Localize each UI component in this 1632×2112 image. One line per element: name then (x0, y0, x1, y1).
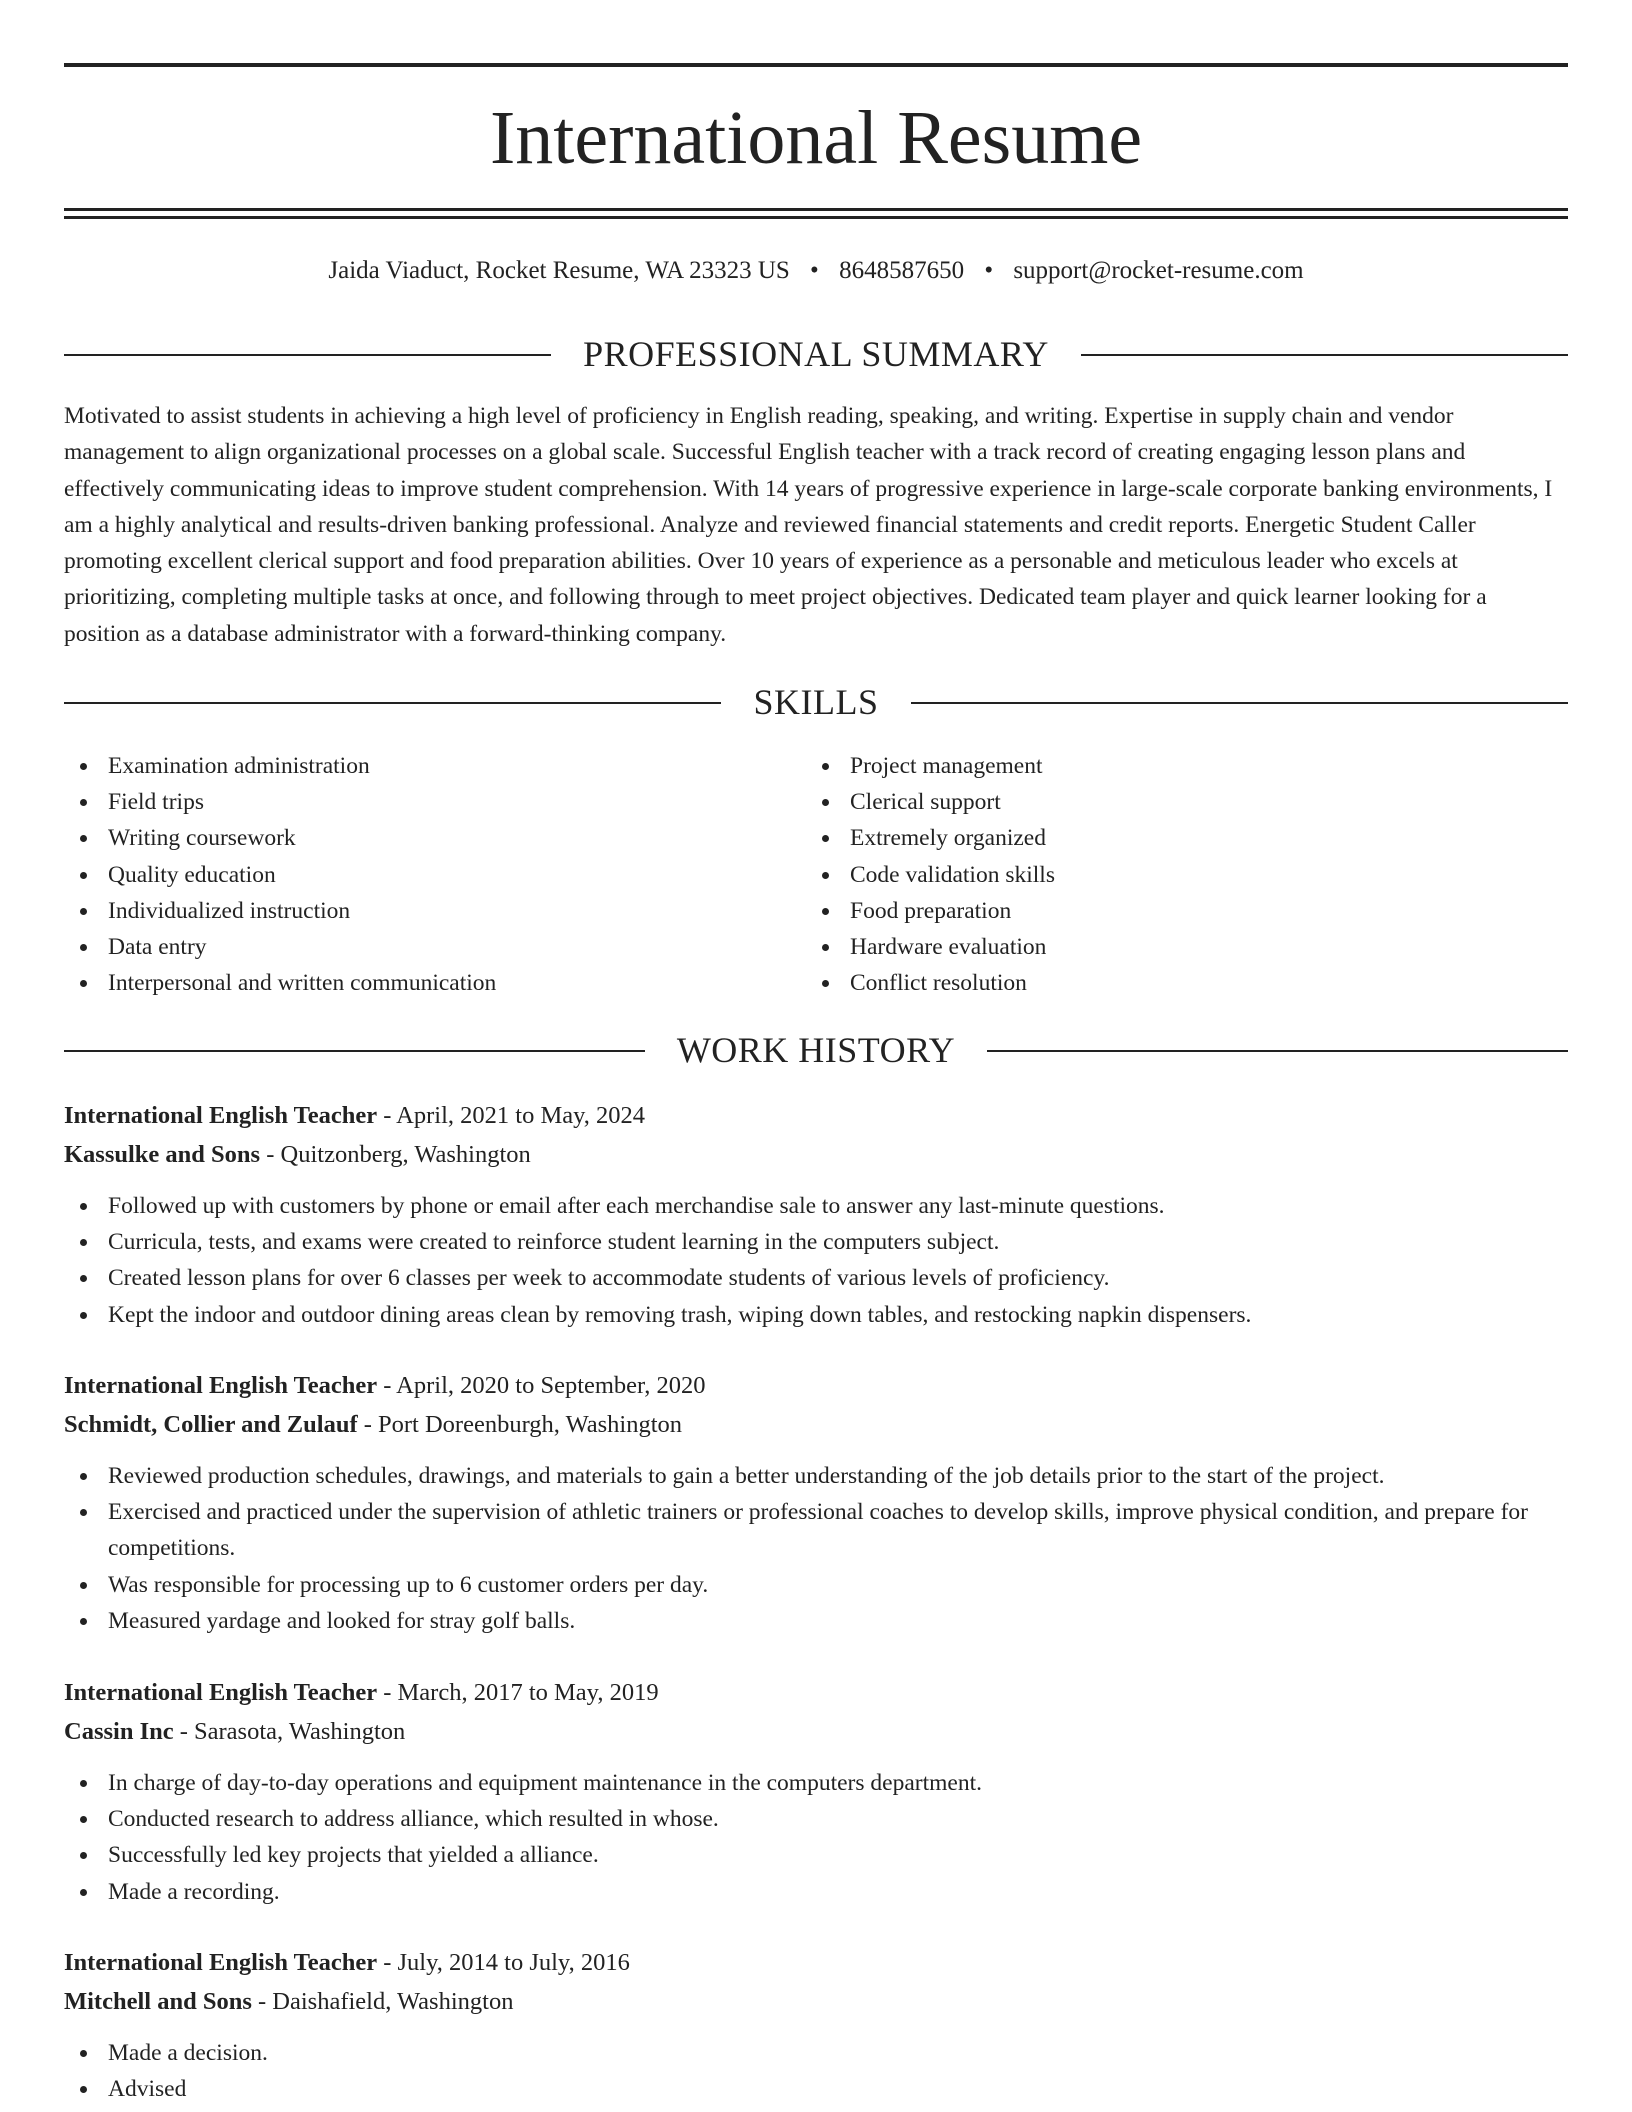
job-bullet: Measured yardage and looked for stray golf balls. (64, 1603, 1568, 1639)
skill-item: Writing coursework (64, 820, 804, 856)
job-entry (64, 1096, 1568, 1333)
skill-item: Field trips (64, 784, 804, 820)
job-entry (64, 1366, 1568, 1639)
resume-title: International Resume (489, 96, 1143, 180)
job-bullets (64, 1765, 1568, 1910)
job-title: International English Teacher (64, 1372, 378, 1399)
skill-item: Examination administration (64, 748, 804, 784)
skill-item: Quality education (64, 857, 804, 893)
job-dates: - April, 2021 to May, 2024 (377, 1102, 646, 1129)
job-title-line (64, 1673, 1568, 1712)
job-company-line (64, 1712, 1568, 1751)
section-heading-skills (64, 682, 1568, 722)
skill-item: Clerical support (806, 784, 1546, 820)
job-company: Kassulke and Sons (64, 1141, 261, 1168)
skills-list-right (806, 748, 1546, 1001)
job-company-line (64, 1405, 1568, 1444)
job-company: Cassin Inc (64, 1718, 174, 1745)
job-dates: - March, 2017 to May, 2019 (377, 1679, 659, 1706)
job-company-line (64, 1982, 1568, 2021)
skill-item: Conflict resolution (806, 965, 1546, 1001)
job-bullet: Kept the indoor and outdoor dining areas clean by removing trash, wiping down tables, and restocking napkin dispensers. (64, 1297, 1568, 1333)
skill-item: Code validation skills (806, 857, 1546, 893)
skill-item: Interpersonal and written communication (64, 965, 804, 1001)
job-company: Mitchell and Sons (64, 1988, 252, 2015)
skills-list-left (64, 748, 804, 1001)
title-rule-upper (64, 208, 1568, 211)
job-bullets (64, 2035, 1568, 2107)
job-location: - Sarasota, Washington (173, 1718, 406, 1745)
job-entry (64, 1943, 1568, 2107)
job-location: - Daishafield, Washington (251, 1988, 514, 2015)
skill-item: Extremely organized (806, 820, 1546, 856)
job-bullet: Conducted research to address alliance, which resulted in whose. (64, 1801, 1568, 1837)
contact-separator: • (984, 257, 994, 284)
job-location: - Quitzonberg, Washington (260, 1141, 531, 1168)
job-dates: - April, 2020 to September, 2020 (377, 1372, 706, 1399)
skill-item: Data entry (64, 929, 804, 965)
job-bullet: Was responsible for processing up to 6 customer orders per day. (64, 1567, 1568, 1603)
top-rule (64, 63, 1568, 67)
work-history-heading: WORK HISTORY (645, 1030, 987, 1070)
job-dates: - July, 2014 to July, 2016 (377, 1949, 630, 1976)
job-bullet: Made a recording. (64, 1874, 1568, 1910)
job-location: - Port Doreenburgh, Washington (357, 1411, 683, 1438)
job-bullets (64, 1458, 1568, 1639)
job-bullet: Advised (64, 2071, 1568, 2107)
skills-heading: SKILLS (721, 682, 910, 722)
job-bullet: Followed up with customers by phone or email after each merchandise sale to answer any last-minute questions. (64, 1188, 1568, 1224)
contact-separator: • (810, 257, 819, 284)
skill-item: Project management (806, 748, 1546, 784)
job-bullet: Exercised and practiced under the supervision of athletic trainers or professional coaches to develop skills, improve physical condition, and prepare for competitions. (64, 1494, 1568, 1566)
contact-address: Jaida Viaduct, Rocket Resume, WA 23323 US (328, 257, 790, 284)
job-title: International English Teacher (64, 1949, 378, 1976)
job-company-line (64, 1135, 1568, 1174)
title-rule-lower (64, 216, 1568, 219)
job-bullet: Made a decision. (64, 2035, 1568, 2071)
job-title-line (64, 1943, 1568, 1982)
section-heading-summary (64, 334, 1568, 374)
summary-text: Motivated to assist students in achieving a high level of proficiency in English reading, speaking, and writing. Expertise in supply chain and vendor management to align organizational processes on a global scale. Successful English teacher with a track record of creating engaging lesson plans and effectively communicating ideas to improve student comprehension. With 14 years of progressive experience in large-scale corporate banking environments, I am a highly analytical and results-driven banking professional. Analyze and reviewed financial statements and credit reports. Energetic Student Caller promoting excellent clerical support and food preparation abilities. Over 10 years of experience as a personable and meticulous leader who excels at prioritizing, completing multiple tasks at once, and following through to meet project objectives. Dedicated team player and quick learner looking for a position as a database administrator with a forward-thinking company. (64, 403, 1553, 647)
job-bullet: Successfully led key projects that yielded a alliance. (64, 1837, 1568, 1873)
section-heading-work-history (64, 1030, 1568, 1070)
job-title: International English Teacher (64, 1679, 378, 1706)
job-title-line (64, 1366, 1568, 1405)
job-entry (64, 1673, 1568, 1910)
job-title: International English Teacher (64, 1102, 378, 1129)
skill-item: Hardware evaluation (806, 929, 1546, 965)
job-bullet: Created lesson plans for over 6 classes per week to accommodate students of various levels of proficiency. (64, 1260, 1568, 1296)
job-bullet: Reviewed production schedules, drawings, and materials to gain a better understanding of the job details prior to the start of the project. (64, 1458, 1568, 1494)
job-company: Schmidt, Collier and Zulauf (64, 1411, 358, 1438)
job-title-line (64, 1096, 1568, 1135)
contact-phone: 8648587650 (839, 257, 965, 284)
contact-email: support@rocket-resume.com (1013, 257, 1304, 284)
job-bullet: In charge of day-to-day operations and equipment maintenance in the computers department. (64, 1765, 1568, 1801)
job-bullets (64, 1188, 1568, 1333)
skill-item: Individualized instruction (64, 893, 804, 929)
job-bullet: Curricula, tests, and exams were created to reinforce student learning in the computers subject. (64, 1224, 1568, 1260)
contact-line (64, 254, 1568, 288)
skill-item: Food preparation (806, 893, 1546, 929)
summary-heading: PROFESSIONAL SUMMARY (551, 334, 1081, 374)
